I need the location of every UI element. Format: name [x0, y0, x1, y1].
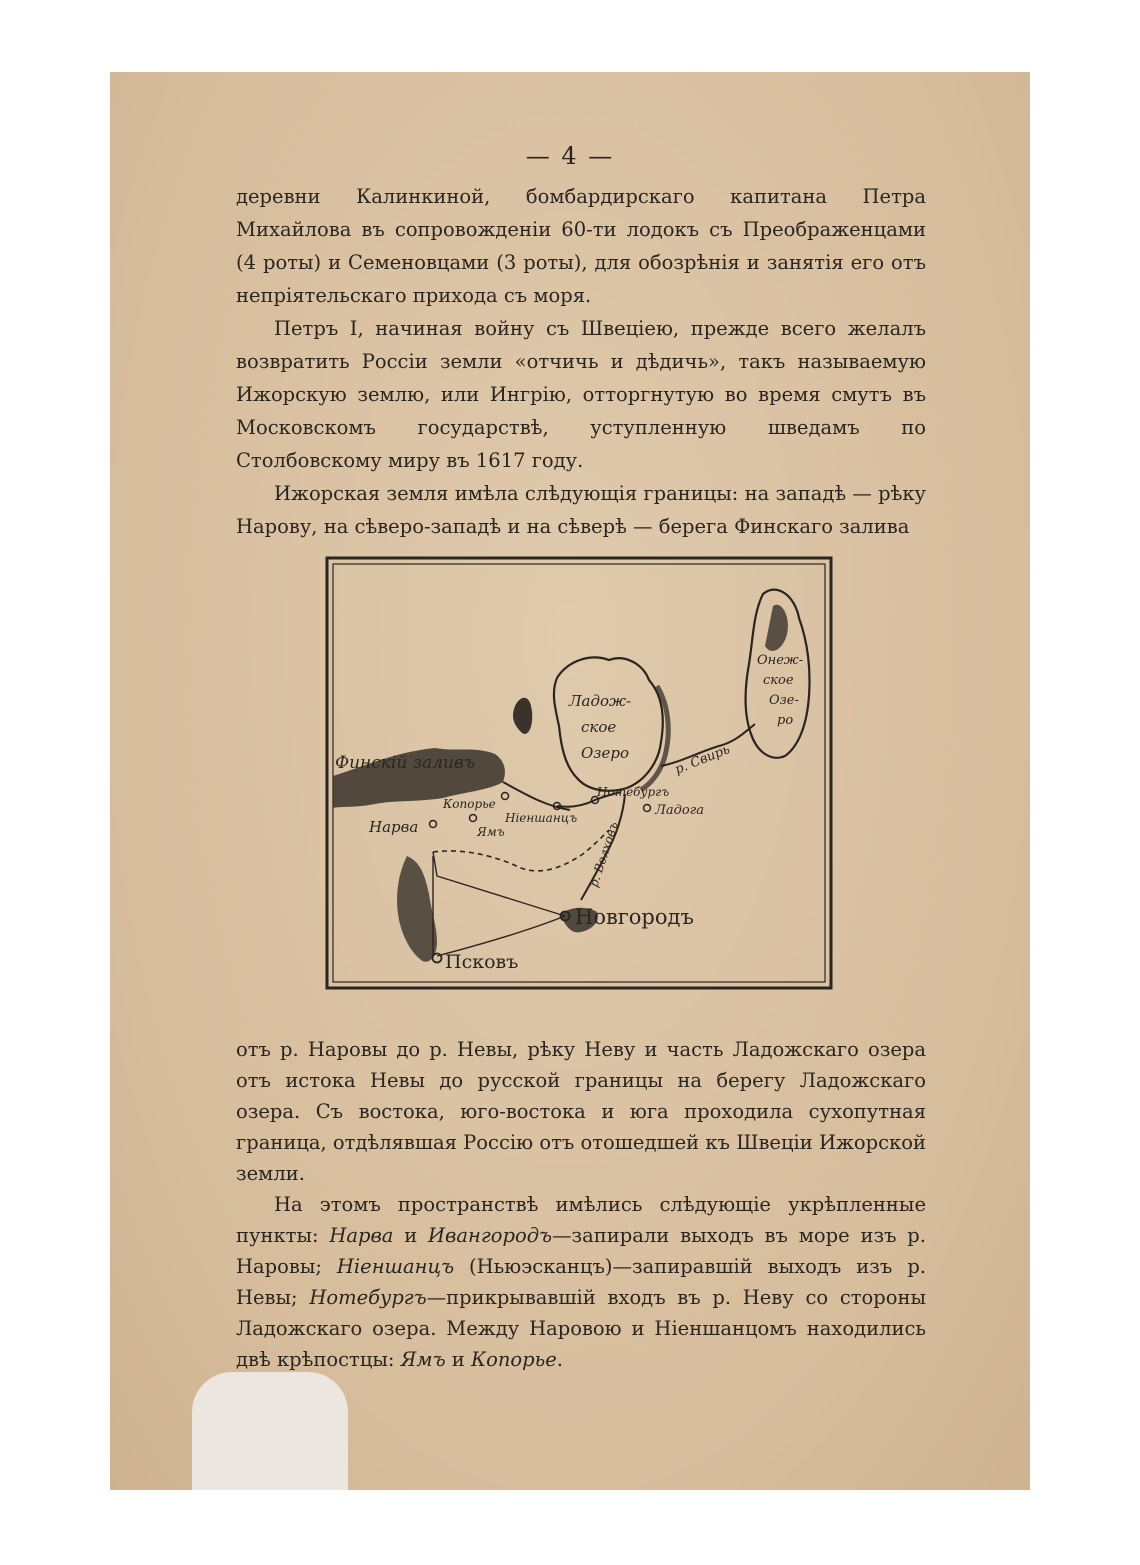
town-ladoga-dot [644, 805, 651, 812]
label-nyenschantz: Ніеншанцъ [505, 811, 578, 825]
p5-nyenschantz: Ніеншанцъ [336, 1255, 455, 1278]
p5-text-2: и [393, 1224, 429, 1247]
label-noteburg: Нотебургъ [597, 785, 670, 799]
label-onega-4: ро [777, 713, 794, 728]
label-finnish-gulf: Финскій заливъ [335, 753, 476, 773]
p5-text-7: . [556, 1348, 563, 1371]
map-figure [325, 556, 833, 990]
paragraph-5 [236, 1189, 926, 1375]
label-onega-3: Озе- [769, 693, 799, 708]
scan-thumb-shadow [192, 1372, 348, 1490]
label-onega-1: Онеж- [757, 653, 804, 668]
paragraph-2: Петръ I, начиная войну съ Швеціею, прежде всего желалъ возвратить Россіи земли «отчичь и дѣдичь», такъ называемую Ижорскую землю, или Ингрію, отторгнутую во время смутъ въ Московскомъ государствѣ, уступленную шведамъ по Столбовскому миру въ 1617 году. [236, 317, 926, 472]
town-koporye-dot [502, 793, 509, 800]
label-ladoga-2: ское [581, 718, 617, 736]
ladoga-islands [513, 698, 532, 734]
label-volkhov: р. Волховъ [586, 819, 621, 889]
p5-koporye: Копорье [470, 1348, 557, 1371]
p5-text-3: —запирали выходъ въ море изъ р. Наровы; [236, 1224, 926, 1278]
p5-text-6: и [445, 1348, 471, 1371]
p5-noteburg: Нотебургъ [309, 1286, 427, 1309]
label-ladoga-1: Ладож- [569, 692, 632, 710]
p5-yam: Ямъ [400, 1348, 446, 1371]
label-novgorod: Новгородъ [575, 905, 694, 929]
onega-shade [765, 605, 788, 651]
p5-narva: Нарва [329, 1224, 394, 1247]
label-onega-2: ское [763, 673, 794, 688]
label-yam: Ямъ [477, 825, 505, 839]
label-narva: Нарва [369, 818, 419, 836]
book-page [110, 72, 1030, 1490]
p5-text-5: —прикрывавшій входъ въ р. Неву со стороны Ладожскаго озера. Между Наровою и Ніеншанцомъ находились двѣ крѣпостцы: [236, 1286, 927, 1371]
road-pskov-novgorod [437, 916, 565, 956]
map-svg [325, 556, 833, 990]
page-number: — 4 — [525, 142, 615, 170]
town-pskov-dot [433, 954, 442, 963]
label-pskov: Псковъ [445, 951, 519, 973]
label-ladoga-town: Ладога [655, 803, 704, 818]
paragraph-4: отъ р. Наровы до р. Невы, рѣку Неву и часть Ладожскаго озера отъ истока Невы до русской границы на берегу Ладожскаго озера. Съ востока, юго-востока и юга проходила сухопутная граница, отдѣлявшая Россію отъ отошедшей къ Швеціи Ижорской земли. [236, 1038, 926, 1185]
border-dashed [433, 830, 609, 871]
paragraph-1: деревни Калинкиной, бомбардирскаго капитана Петра Михайлова въ сопровожденіи 60-ти лодокъ съ Преображенцами (4 роты) и Семеновцами (3 роты), для обозрѣнія и занятія его отъ непріятельскаго прихода съ моря. [236, 185, 926, 307]
text-block-bottom [236, 1034, 926, 1375]
lake-peipus [397, 856, 437, 962]
p5-text-4: (Ньюэсканцъ)—запиравшій выходъ изъ р. Невы; [236, 1255, 926, 1309]
paragraph-3: Ижорская земля имѣла слѣдующія границы: на западѣ — рѣку Нарову, на сѣверо-западѣ и на сѣверѣ — берега Финскаго залива [236, 482, 926, 538]
label-koporye: Копорье [443, 797, 496, 811]
label-ladoga-3: Озеро [581, 744, 629, 762]
road-narva-novgorod [433, 852, 565, 916]
p5-text-1: На этомъ пространствѣ имѣлись слѣдующіе укрѣпленные пункты: [236, 1193, 926, 1247]
town-narva-dot [430, 821, 437, 828]
town-yam-dot [470, 815, 477, 822]
p5-ivangorod: Ивангородъ [428, 1224, 553, 1247]
text-block-top [236, 180, 926, 543]
label-svir: р. Свирь [672, 742, 733, 778]
